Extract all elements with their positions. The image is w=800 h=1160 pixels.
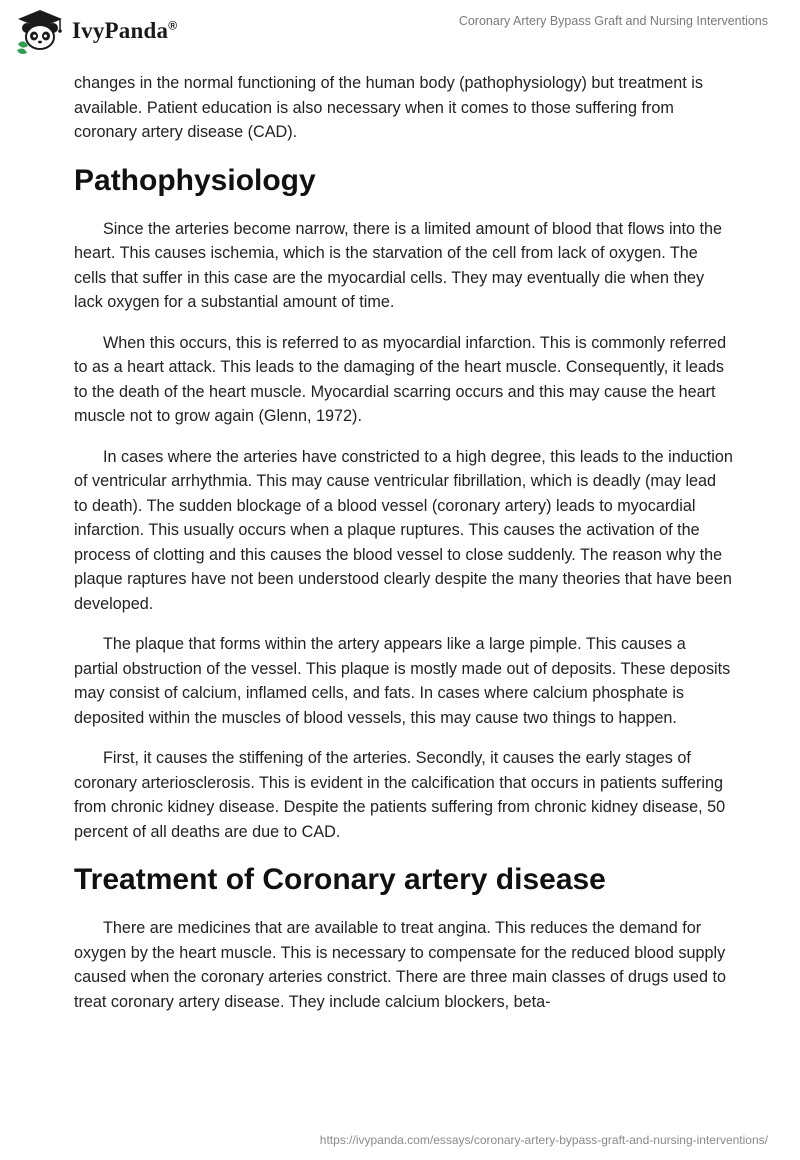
page-header — [0, 0, 800, 60]
paragraph: In cases where the arteries have constricted to a high degree, this leads to the induction of ventricular arrhythmia. This may cause ventricular fibrillation, which is deadly (may lead to death). The sudden blockage of a blood vessel (coronary artery) leads to myocardial infarction. This usually occurs when a plaque ruptures. This causes the activation of the process of clotting and this causes the blood vessel to close suddenly. The reason why the plaque raptures have not been understood clearly despite the many theories that have been developed. — [74, 447, 733, 613]
paragraph: The plaque that forms within the artery appears like a large pimple. This causes a partial obstruction of the vessel. This plaque is mostly made out of deposits. These deposits may consist of calcium, inflamed cells, and fats. In cases where calcium phosphate is deposited within the muscles of blood vessels, this may cause two things to happen. — [74, 635, 731, 727]
paragraph: When this occurs, this is referred to as myocardial infarction. This is commonly referred to as a heart attack. This leads to the damaging of the heart muscle. Consequently, it leads to the death of the heart muscle. Myocardial scarring occurs and this may cause the heart muscle not to grow again (Glenn, 1972). — [74, 333, 727, 425]
paragraph: Since the arteries become narrow, there is a limited amount of blood that flows into the heart. This causes ischemia, which is the starvation of the cell from lack of oxygen. The cells that suffer in this case are the myocardial cells. They may eventually die when they lack oxygen for a substantial amount of time. — [74, 219, 723, 311]
section-heading-treatment: Treatment of Coronary artery disease — [74, 863, 606, 896]
paragraph: There are medicines that are available to treat angina. This reduces the demand for oxygen by the heart muscle. This is necessary to compensate for the reduced blood supply caused when the coronary arteries constrict. There are three main classes of drugs used to treat coronary artery disease. They include calcium blockers, beta- — [74, 919, 727, 1011]
logo[interactable] — [14, 8, 177, 54]
section-heading-pathophysiology: Pathophysiology — [74, 163, 316, 197]
logo-registered-mark: ® — [168, 18, 178, 33]
footer-url[interactable]: https://ivypanda.com/essays/coronary-artery-bypass-graft-and-nursing-interventions/ — [319, 1133, 768, 1147]
document-title: Coronary Artery Bypass Graft and Nursing Interventions — [458, 14, 768, 28]
logo-text: IvyPanda® — [72, 18, 178, 43]
panda-graduate-icon — [14, 8, 66, 54]
paragraph: First, it causes the stiffening of the arteries. Secondly, it causes the early stages of coronary arteriosclerosis. This is evident in the calcification that occurs in patients suffering from chronic kidney disease. Despite the patients suffering from chronic kidney disease, 50 percent of all deaths are due to CAD. — [74, 749, 726, 841]
intro-paragraph: changes in the normal functioning of the human body (pathophysiology) but treatment is available. Patient education is also necessary when it comes to those suffering from coronary artery disease (CAD). — [74, 74, 703, 141]
essay-content — [74, 71, 734, 1030]
